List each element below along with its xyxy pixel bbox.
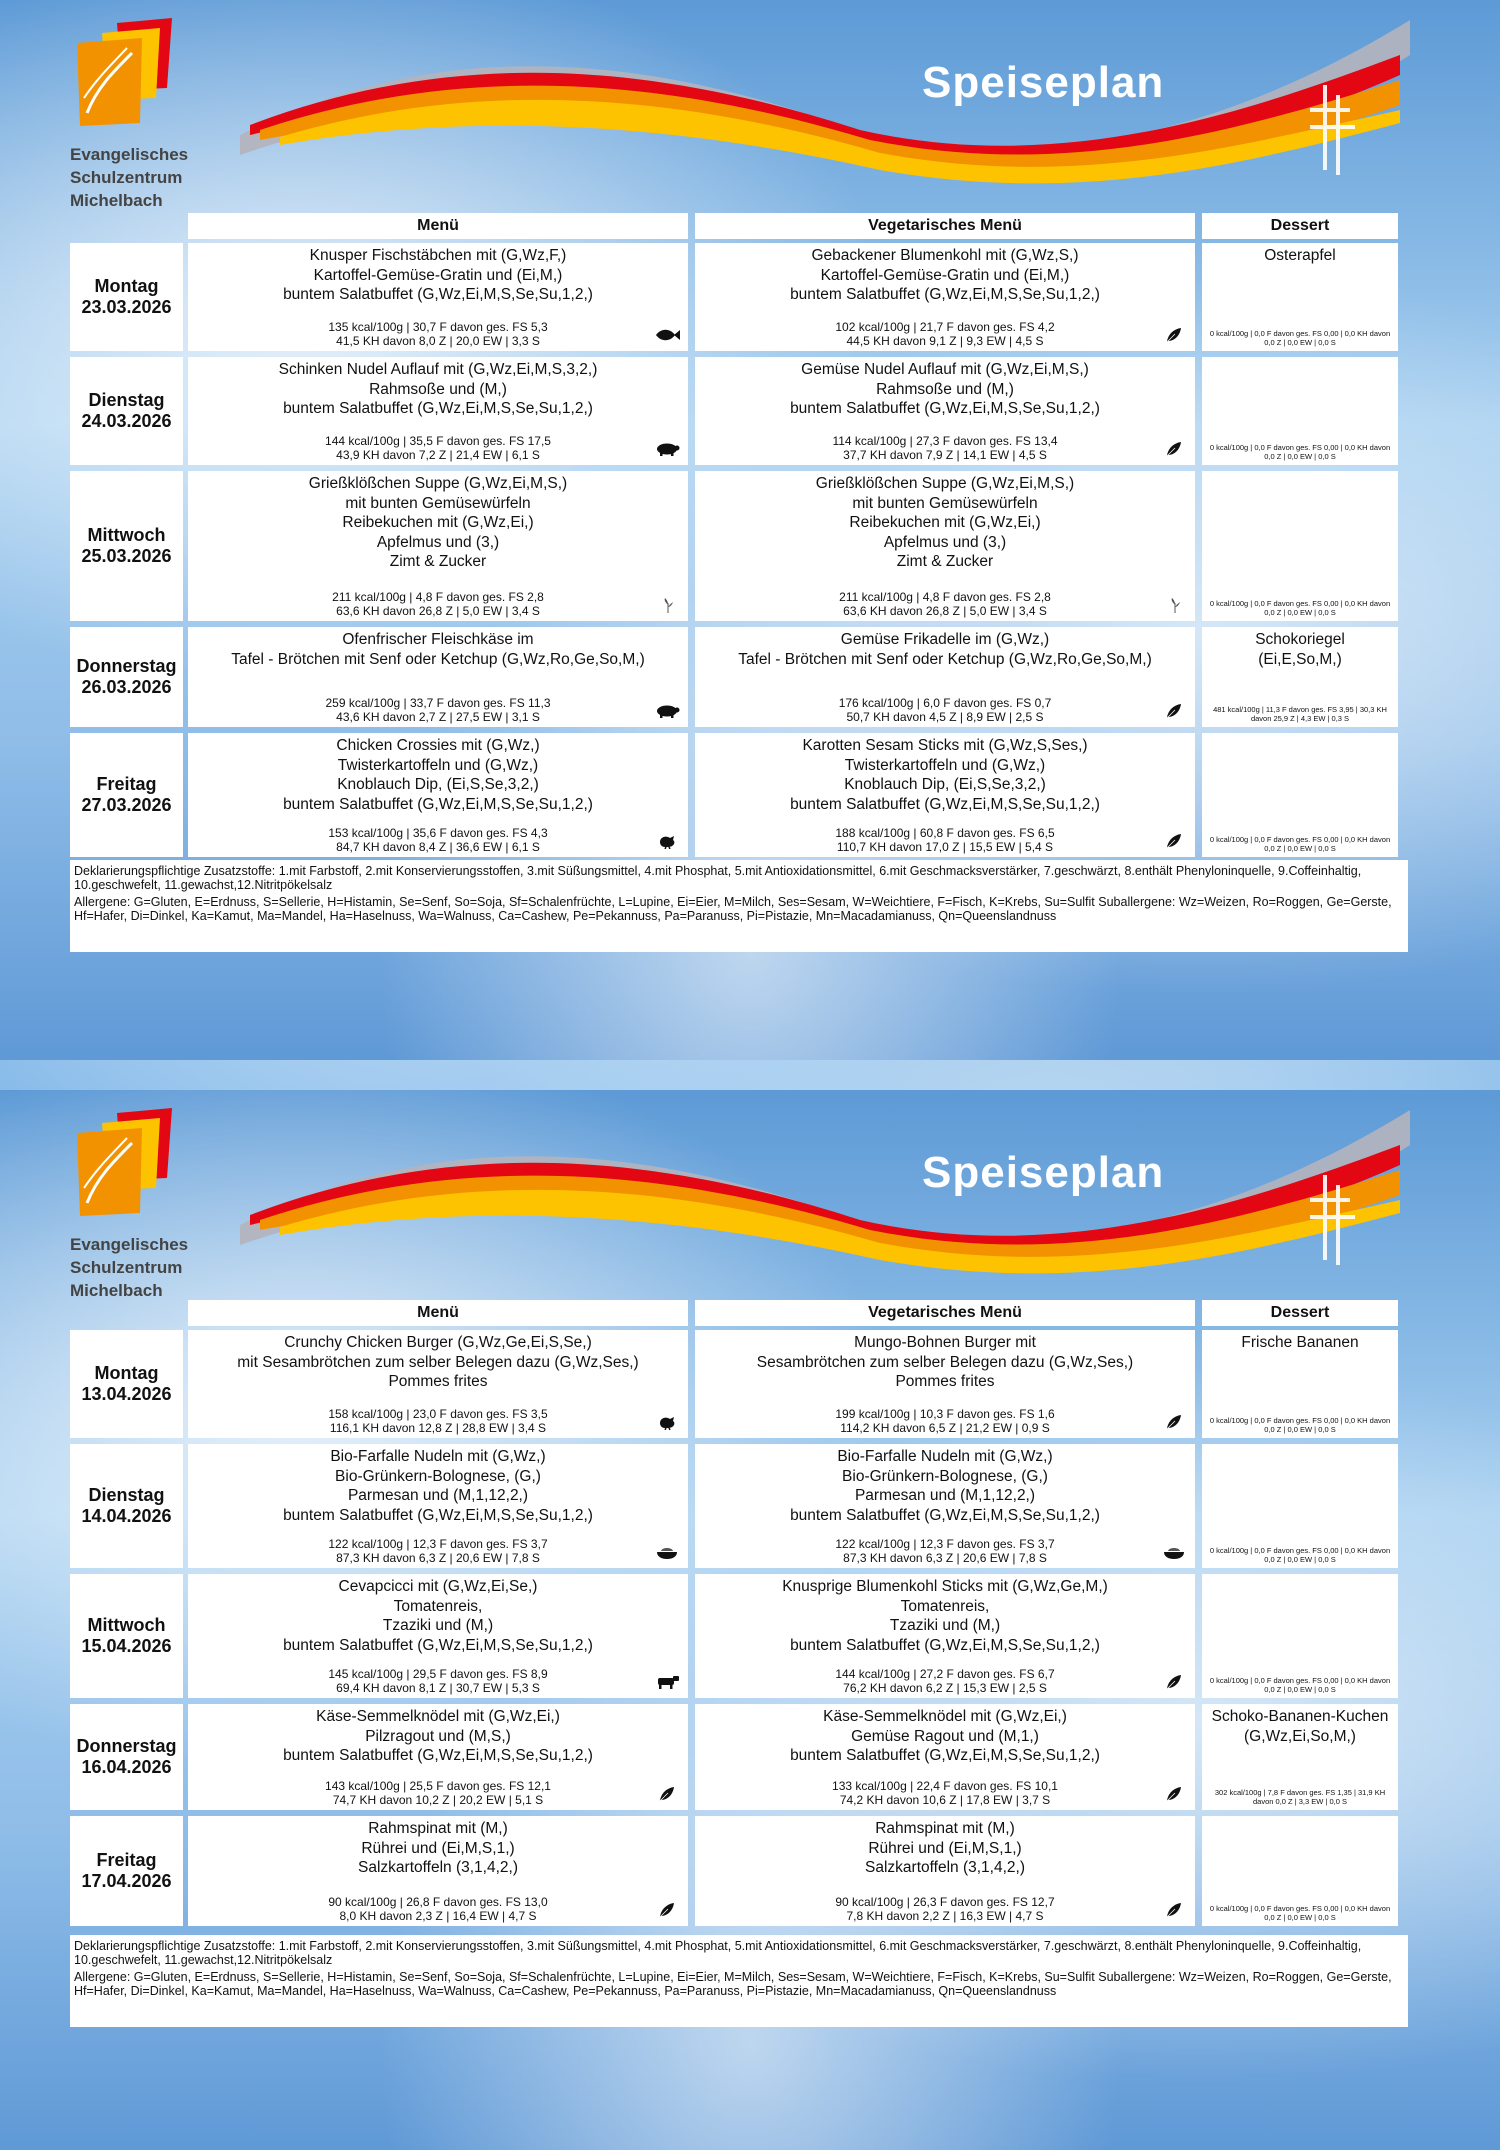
menu-cell [188, 1330, 688, 1438]
dish-line: mit Sesambrötchen zum selber Belegen dazu (G,Wz,Ses,) [237, 1353, 639, 1371]
nutrition-info: 0 kcal/100g | 0,0 F davon ges. FS 0,00 | 0,0 KH davon 0,0 Z | 0,0 EW | 0,0 S [1209, 835, 1391, 853]
dessert-cell [1202, 1444, 1398, 1568]
dish-line: Zimt & Zucker [389, 553, 487, 570]
nutrition-info: 145 kcal/100g | 29,5 F davon ges. FS 8,9 69,4 KH davon 8,1 Z | 30,7 EW | 5,3 S [328, 1667, 548, 1695]
dish-line: Rahmspinat mit (M,) [875, 1820, 1015, 1837]
nutrition-info: 176 kcal/100g | 6,0 F davon ges. FS 0,7 50,7 KH davon 4,5 Z | 8,9 EW | 2,5 S [838, 696, 1052, 724]
nutrition-info: 211 kcal/100g | 4,8 F davon ges. FS 2,8 63,6 KH davon 26,8 Z | 5,0 EW | 3,4 S [332, 590, 544, 618]
sprout-icon [654, 597, 680, 613]
day-name: Dienstag [88, 1485, 165, 1505]
dish-line: Ofenfrischer Fleischkäse im [342, 631, 534, 648]
nutrition-info: 0 kcal/100g | 0,0 F davon ges. FS 0,00 | 0,0 KH davon 0,0 Z | 0,0 EW | 0,0 S [1209, 329, 1391, 347]
header-menu: Menü [188, 213, 688, 239]
dessert-cell [1202, 1816, 1398, 1926]
dish-line: Knoblauch Dip, (Ei,S,Se,3,2,) [844, 776, 1046, 793]
chicken-icon [654, 1414, 680, 1430]
dessert-line: Frische Bananen [1241, 1334, 1359, 1351]
dish-line: Pommes frites [388, 1373, 488, 1390]
dish-line: Gemüse Nudel Auflauf mit (G,Wz,Ei,M,S,) [801, 361, 1089, 378]
dessert-cell [1202, 733, 1398, 857]
dish-line: Tomatenreis, [900, 1597, 990, 1615]
dish-line: Tafel - Brötchen mit Senf oder Ketchup (G,Wz,Ro,Ge,So,M,) [231, 650, 645, 668]
day-label [70, 357, 183, 465]
day-name: Mittwoch [87, 1615, 166, 1635]
day-name: Mittwoch [87, 525, 166, 545]
dish-line: Gebackener Blumenkohl mit (G,Wz,S,) [811, 247, 1079, 264]
dish-line: Kartoffel-Gemüse-Gratin und (Ei,M,) [820, 266, 1070, 284]
dish-line: Käse-Semmelknödel mit (G,Wz,Ei,) [823, 1708, 1067, 1725]
dish-line: Reibekuchen mit (G,Wz,Ei,) [849, 514, 1041, 531]
day-date: 23.03.2026 [81, 297, 172, 317]
dish-line: Pommes frites [895, 1373, 995, 1390]
dish-line: Grießklößchen Suppe (G,Wz,Ei,M,S,) [815, 475, 1075, 492]
legend-footer [70, 1935, 1408, 2027]
day-date: 27.03.2026 [81, 795, 172, 815]
day-label [70, 1330, 183, 1438]
nutrition-info: 122 kcal/100g | 12,3 F davon ges. FS 3,7 87,3 KH davon 6,3 Z | 20,6 EW | 7,8 S [835, 1537, 1055, 1565]
nutrition-info: 0 kcal/100g | 0,0 F davon ges. FS 0,00 | 0,0 KH davon 0,0 Z | 0,0 EW | 0,0 S [1209, 1416, 1391, 1434]
dessert-line: Schokoriegel [1255, 631, 1345, 648]
day-name: Dienstag [88, 390, 165, 410]
allergens-legend: Allergene: G=Gluten, E=Erdnuss, S=Sellerie, H=Histamin, Se=Senf, So=Soja, Sf=Schalenfrüchte, L=Lupine, Ei=Eier, M=Milch, Ses=Sesam, W=Weichtiere, F=Fisch, K=Krebs, Su=Sulfit Suballergene: Wz=Weizen, Ro=Roggen, Ge=Gerste, Hf=Hafer, Di=Dinkel, Ka=Kamut, Ma=Mandel, Ha=Haselnuss, Wa=Walnuss, Ca=Cashew, Pe=Pekannuss, Pa=Paranuss, Pi=Pistazie, Mn=Macadamianuss, Qn=Queenslandnuss [74, 895, 1392, 923]
decorative-swoosh [240, 15, 1410, 185]
header-dessert: Dessert [1202, 213, 1398, 239]
dish-line: buntem Salatbuffet (G,Wz,Ei,M,S,Se,Su,1,2,) [790, 400, 1100, 417]
vegetarian-cell [695, 1704, 1195, 1810]
nutrition-info: 102 kcal/100g | 21,7 F davon ges. FS 4,2 44,5 KH davon 9,1 Z | 9,3 EW | 4,5 S [835, 320, 1055, 348]
day-name: Montag [94, 276, 159, 296]
menu-cell [188, 471, 688, 621]
nutrition-info: 153 kcal/100g | 35,6 F davon ges. FS 4,3 84,7 KH davon 8,4 Z | 36,6 EW | 6,1 S [328, 826, 548, 854]
dish-line: Parmesan und (M,1,12,2,) [347, 1487, 529, 1504]
header-vegetarian: Vegetarisches Menü [695, 1300, 1195, 1326]
organization-name: Evangelisches Schulzentrum Michelbach [70, 1235, 189, 1300]
dish-line: Rahmsoße und (M,) [369, 380, 507, 398]
dish-line: Rührei und (Ei,M,S,1,) [868, 1839, 1022, 1857]
day-label [70, 1574, 183, 1698]
day-date: 17.04.2026 [81, 1871, 172, 1891]
dish-line: Cevapcicci mit (G,Wz,Ei,Se,) [338, 1578, 538, 1595]
day-name: Donnerstag [76, 1736, 177, 1756]
nutrition-info: 90 kcal/100g | 26,3 F davon ges. FS 12,7 7,8 KH davon 2,2 Z | 16,3 EW | 4,7 S [835, 1895, 1055, 1923]
dish-line: Knusper Fischstäbchen mit (G,Wz,F,) [309, 247, 567, 264]
dish-line: buntem Salatbuffet (G,Wz,Ei,M,S,Se,Su,1,2,) [790, 1747, 1100, 1764]
vegetarian-cell [695, 627, 1195, 727]
day-name: Donnerstag [76, 656, 177, 676]
vegetarian-cell [695, 1330, 1195, 1438]
dish-line: buntem Salatbuffet (G,Wz,Ei,M,S,Se,Su,1,2,) [790, 286, 1100, 303]
decorative-swoosh [240, 1105, 1410, 1275]
organization-name: Evangelisches Schulzentrum Michelbach [70, 145, 189, 210]
day-date: 15.04.2026 [81, 1636, 172, 1656]
day-date: 25.03.2026 [81, 546, 172, 566]
dish-line: Apfelmus und (3,) [883, 533, 1007, 551]
day-label [70, 733, 183, 857]
dish-line: Rahmsoße und (M,) [876, 380, 1014, 398]
dish-line: Käse-Semmelknödel mit (G,Wz,Ei,) [316, 1708, 560, 1725]
dish-line: buntem Salatbuffet (G,Wz,Ei,M,S,Se,Su,1,2,) [283, 1636, 593, 1654]
nutrition-info: 0 kcal/100g | 0,0 F davon ges. FS 0,00 | 0,0 KH davon 0,0 Z | 0,0 EW | 0,0 S [1209, 1904, 1391, 1922]
dish-line: Salzkartoffeln (3,1,4,2,) [865, 1859, 1025, 1876]
menu-cell [188, 733, 688, 857]
day-date: 26.03.2026 [81, 677, 172, 697]
fish-icon [654, 327, 680, 343]
vegetarian-cell [695, 357, 1195, 465]
dish-line: Rührei und (Ei,M,S,1,) [361, 1839, 515, 1857]
dessert-line: (Ei,E,So,M,) [1258, 650, 1342, 668]
dish-line: Parmesan und (M,1,12,2,) [854, 1487, 1036, 1504]
dish-line: Tomatenreis, [393, 1597, 483, 1615]
dish-line: buntem Salatbuffet (G,Wz,Ei,M,S,Se,Su,1,2,) [790, 795, 1100, 813]
dessert-cell [1202, 1574, 1398, 1698]
menu-cell [188, 1444, 688, 1568]
vegetarian-cell [695, 1816, 1195, 1926]
nutrition-info: 122 kcal/100g | 12,3 F davon ges. FS 3,7 87,3 KH davon 6,3 Z | 20,6 EW | 7,8 S [328, 1537, 548, 1565]
nutrition-info: 0 kcal/100g | 0,0 F davon ges. FS 0,00 | 0,0 KH davon 0,0 Z | 0,0 EW | 0,0 S [1209, 1676, 1391, 1694]
additives-legend: Deklarierungspflichtige Zusatzstoffe: 1.mit Farbstoff, 2.mit Konservierungsstoffen, 3.mit Süßungsmittel, 4.mit Phosphat, 5.mit Antioxidationsmittel, 6.mit Geschmacksverstärker, 7.geschwärzt, 8.enthält Phenyloninquelle, 9.Coffeinhaltig, 10.geschwefelt, 11.gewachst,12.Nitritpökelsalz [74, 864, 1362, 892]
dish-line: Chicken Crossies mit (G,Wz,) [336, 737, 540, 754]
nutrition-info: 144 kcal/100g | 35,5 F davon ges. FS 17,5 43,9 KH davon 7,2 Z | 21,4 EW | 6,1 S [325, 434, 551, 462]
dish-line: Grießklößchen Suppe (G,Wz,Ei,M,S,) [308, 475, 568, 492]
nutrition-info: 0 kcal/100g | 0,0 F davon ges. FS 0,00 | 0,0 KH davon 0,0 Z | 0,0 EW | 0,0 S [1209, 443, 1391, 461]
dish-line: Gemüse Ragout und (M,1,) [851, 1727, 1039, 1745]
page-title: Speiseplan [922, 58, 1165, 107]
dish-line: buntem Salatbuffet (G,Wz,Ei,M,S,Se,Su,1,2,) [283, 1506, 593, 1524]
dish-line: buntem Salatbuffet (G,Wz,Ei,M,S,Se,Su,1,2,) [790, 1506, 1100, 1524]
dish-line: Bio-Farfalle Nudeln mit (G,Wz,) [837, 1448, 1053, 1465]
dessert-cell [1202, 471, 1398, 621]
menu-cell [188, 627, 688, 727]
menu-cell [188, 1574, 688, 1698]
dish-line: Tafel - Brötchen mit Senf oder Ketchup (G,Wz,Ro,Ge,So,M,) [738, 650, 1152, 668]
vegetarian-cell [695, 243, 1195, 351]
leaf-icon [1161, 327, 1187, 343]
chicken-icon [654, 833, 680, 849]
leaf-icon [1161, 833, 1187, 849]
nutrition-info: 135 kcal/100g | 30,7 F davon ges. FS 5,3 41,5 KH davon 8,0 Z | 20,0 EW | 3,3 S [328, 320, 548, 348]
nutrition-info: 143 kcal/100g | 25,5 F davon ges. FS 12,1 74,7 KH davon 10,2 Z | 20,2 EW | 5,1 S [325, 1779, 551, 1807]
day-name: Freitag [96, 774, 157, 794]
day-label [70, 243, 183, 351]
dish-line: Crunchy Chicken Burger (G,Wz,Ge,Ei,S,Se,) [284, 1334, 592, 1351]
header-vegetarian: Vegetarisches Menü [695, 213, 1195, 239]
day-name: Montag [94, 1363, 159, 1383]
nutrition-info: 0 kcal/100g | 0,0 F davon ges. FS 0,00 | 0,0 KH davon 0,0 Z | 0,0 EW | 0,0 S [1209, 599, 1391, 617]
nutrition-info: 199 kcal/100g | 10,3 F davon ges. FS 1,6 114,2 KH davon 6,5 Z | 21,2 EW | 0,9 S [835, 1407, 1055, 1435]
dish-line: Knusprige Blumenkohl Sticks mit (G,Wz,Ge,M,) [782, 1578, 1108, 1595]
dish-line: Apfelmus und (3,) [376, 533, 500, 551]
page-title: Speiseplan [922, 1148, 1165, 1197]
dish-line: Knoblauch Dip, (Ei,S,Se,3,2,) [337, 776, 539, 793]
leaf-icon [1161, 1786, 1187, 1802]
dish-line: Rahmspinat mit (M,) [368, 1820, 508, 1837]
leaf-icon [1161, 1674, 1187, 1690]
dish-line: buntem Salatbuffet (G,Wz,Ei,M,S,Se,Su,1,2,) [283, 400, 593, 417]
nutrition-info: 302 kcal/100g | 7,8 F davon ges. FS 1,35 | 31,9 KH davon 0,0 Z | 3,3 EW | 0,0 S [1214, 1788, 1386, 1806]
leaf-icon [654, 1786, 680, 1802]
dish-line: buntem Salatbuffet (G,Wz,Ei,M,S,Se,Su,1,2,) [283, 1747, 593, 1764]
nutrition-info: 114 kcal/100g | 27,3 F davon ges. FS 13,4 37,7 KH davon 7,9 Z | 14,1 EW | 4,5 S [832, 434, 1058, 462]
dish-line: mit bunten Gemüsewürfeln [345, 494, 531, 512]
day-name: Freitag [96, 1850, 157, 1870]
nutrition-info: 481 kcal/100g | 11,3 F davon ges. FS 3,95 | 30,3 KH davon 25,9 Z | 4,3 EW | 0,3 S [1213, 705, 1387, 723]
dish-line: Bio-Farfalle Nudeln mit (G,Wz,) [330, 1448, 546, 1465]
dish-line: Tzaziki und (M,) [382, 1617, 494, 1634]
dish-line: Sesambrötchen zum selber Belegen dazu (G,Wz,Ses,) [756, 1353, 1134, 1371]
day-label [70, 471, 183, 621]
menu-sheet-week1 [0, 0, 1500, 1060]
dish-line: Zimt & Zucker [896, 553, 994, 570]
school-logo [72, 18, 182, 128]
dessert-line: Osterapfel [1264, 247, 1336, 264]
leaf-icon [1161, 1902, 1187, 1918]
menu-cell [188, 357, 688, 465]
dish-line: Salzkartoffeln (3,1,4,2,) [358, 1859, 518, 1876]
leaf-icon [1161, 703, 1187, 719]
leaf-icon [1161, 1414, 1187, 1430]
dish-line: buntem Salatbuffet (G,Wz,Ei,M,S,Se,Su,1,2,) [790, 1636, 1100, 1654]
dish-line: Gemüse Frikadelle im (G,Wz,) [840, 631, 1050, 648]
nutrition-info: 144 kcal/100g | 27,2 F davon ges. FS 6,7 76,2 KH davon 6,2 Z | 15,3 EW | 2,5 S [835, 1667, 1055, 1695]
nutrition-info: 133 kcal/100g | 22,4 F davon ges. FS 10,1 74,2 KH davon 10,6 Z | 17,8 EW | 3,7 S [832, 1779, 1058, 1807]
header-menu: Menü [188, 1300, 688, 1326]
day-label [70, 1704, 183, 1810]
legend-footer [70, 860, 1408, 952]
nutrition-info: 259 kcal/100g | 33,7 F davon ges. FS 11,3 43,6 KH davon 2,7 Z | 27,5 EW | 3,1 S [325, 696, 551, 724]
allergens-legend: Allergene: G=Gluten, E=Erdnuss, S=Sellerie, H=Histamin, Se=Senf, So=Soja, Sf=Schalenfrüchte, L=Lupine, Ei=Eier, M=Milch, Ses=Sesam, W=Weichtiere, F=Fisch, K=Krebs, Su=Sulfit Suballergene: Wz=Weizen, Ro=Roggen, Ge=Gerste, Hf=Hafer, Di=Dinkel, Ka=Kamut, Ma=Mandel, Ha=Haselnuss, Wa=Walnuss, Ca=Cashew, Pe=Pekannuss, Pa=Paranuss, Pi=Pistazie, Mn=Macadamianuss, Qn=Queenslandnuss [74, 1970, 1392, 1998]
dish-line: Bio-Grünkern-Bolognese, (G,) [842, 1467, 1048, 1485]
dish-line: Karotten Sesam Sticks mit (G,Wz,S,Ses,) [802, 737, 1088, 754]
leaf-icon [654, 1902, 680, 1918]
menu-cell [188, 1816, 688, 1926]
day-date: 24.03.2026 [81, 411, 172, 431]
dish-line: buntem Salatbuffet (G,Wz,Ei,M,S,Se,Su,1,2,) [283, 795, 593, 813]
dish-line: Pilzragout und (M,S,) [365, 1727, 511, 1745]
school-logo [72, 1108, 182, 1218]
dish-line: Reibekuchen mit (G,Wz,Ei,) [342, 514, 534, 531]
header-dessert: Dessert [1202, 1300, 1398, 1326]
day-label [70, 627, 183, 727]
vegetarian-cell [695, 1444, 1195, 1568]
bowl-icon [654, 1544, 680, 1560]
dish-line: Tzaziki und (M,) [889, 1617, 1001, 1634]
bowl-icon [1161, 1544, 1187, 1560]
day-label [70, 1816, 183, 1926]
dessert-cell [1202, 357, 1398, 465]
day-date: 16.04.2026 [81, 1757, 172, 1777]
day-date: 13.04.2026 [81, 1384, 172, 1404]
dish-line: Twisterkartoffeln und (G,Wz,) [337, 756, 539, 774]
dish-line: Bio-Grünkern-Bolognese, (G,) [335, 1467, 541, 1485]
menu-cell [188, 1704, 688, 1810]
dessert-cell [1202, 1330, 1398, 1438]
dish-line: mit bunten Gemüsewürfeln [852, 494, 1038, 512]
sprout-icon [1161, 597, 1187, 613]
pig-icon [654, 441, 680, 457]
dish-line: Schinken Nudel Auflauf mit (G,Wz,Ei,M,S,3,2,) [278, 361, 598, 378]
day-date: 14.04.2026 [81, 1506, 172, 1526]
vegetarian-cell [695, 1574, 1195, 1698]
dish-line: buntem Salatbuffet (G,Wz,Ei,M,S,Se,Su,1,2,) [283, 286, 593, 303]
nutrition-info: 90 kcal/100g | 26,8 F davon ges. FS 13,0 8,0 KH davon 2,3 Z | 16,4 EW | 4,7 S [328, 1895, 548, 1923]
day-label [70, 1444, 183, 1568]
dish-line: Twisterkartoffeln und (G,Wz,) [844, 756, 1046, 774]
cow-icon [654, 1674, 680, 1690]
leaf-icon [1161, 441, 1187, 457]
nutrition-info: 0 kcal/100g | 0,0 F davon ges. FS 0,00 | 0,0 KH davon 0,0 Z | 0,0 EW | 0,0 S [1209, 1546, 1391, 1564]
dessert-cell [1202, 627, 1398, 727]
vegetarian-cell [695, 471, 1195, 621]
dessert-line: (G,Wz,Ei,So,M,) [1244, 1727, 1356, 1745]
additives-legend: Deklarierungspflichtige Zusatzstoffe: 1.mit Farbstoff, 2.mit Konservierungsstoffen, 3.mit Süßungsmittel, 4.mit Phosphat, 5.mit Antioxidationsmittel, 6.mit Geschmacksverstärker, 7.geschwärzt, 8.enthält Phenyloninquelle, 9.Coffeinhaltig, 10.geschwefelt, 11.gewachst,12.Nitritpökelsalz [74, 1939, 1362, 1967]
dish-line: Mungo-Bohnen Burger mit [854, 1334, 1036, 1351]
dessert-cell [1202, 1704, 1398, 1810]
menu-sheet-week2 [0, 1090, 1500, 2150]
dish-line: Kartoffel-Gemüse-Gratin und (Ei,M,) [313, 266, 563, 284]
dessert-cell [1202, 243, 1398, 351]
pig-icon [654, 703, 680, 719]
nutrition-info: 188 kcal/100g | 60,8 F davon ges. FS 6,5 110,7 KH davon 17,0 Z | 15,5 EW | 5,4 S [835, 826, 1055, 854]
nutrition-info: 211 kcal/100g | 4,8 F davon ges. FS 2,8 63,6 KH davon 26,8 Z | 5,0 EW | 3,4 S [839, 590, 1051, 618]
vegetarian-cell [695, 733, 1195, 857]
nutrition-info: 158 kcal/100g | 23,0 F davon ges. FS 3,5 116,1 KH davon 12,8 Z | 28,8 EW | 3,4 S [328, 1407, 548, 1435]
menu-cell [188, 243, 688, 351]
dessert-line: Schoko-Bananen-Kuchen [1211, 1708, 1389, 1725]
